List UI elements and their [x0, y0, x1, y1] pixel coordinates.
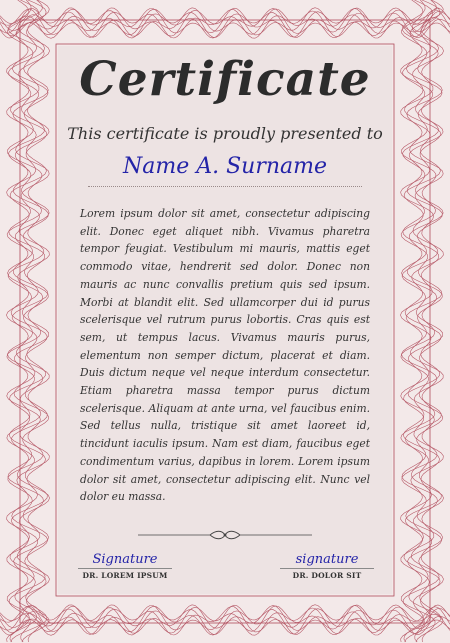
signature-line-right [280, 568, 374, 569]
signature-line-left [78, 568, 172, 569]
signature-script-right: signature [295, 552, 359, 567]
signatory-name-left: DR. LOREM IPSUM [82, 571, 168, 580]
certificate-subtitle: This certificate is proudly presented to [67, 124, 383, 143]
certificate-title: Certificate [79, 52, 371, 107]
recipient-name: Name A. Surname [122, 154, 328, 179]
name-underline [88, 186, 362, 187]
signature-block-right [272, 552, 382, 580]
signatory-name-right: DR. DOLOR SIT [292, 571, 362, 580]
ornamental-divider-icon [138, 529, 312, 541]
signature-script-left: Signature [92, 552, 158, 567]
certificate-body: Lorem ipsum dolor sit amet, consectetur adipiscing elit. Donec eget aliquet nibh. Vivamus pharetra tempor feugiat. Vestibulum mi mauris, mattis eget commodo vitae, hendrerit sed dolor. Donec non mauris ac nunc convallis pretium quis sed ipsum. Morbi at blandit elit. Sed ullamcorper dui id purus scelerisque vel rutrum purus lobortis. Cras quis est sem, ut tempus lacus. Vivamus mauris purus, elementum non semper dictum, placerat et diam. Duis dictum neque vel neque interdum consectetur. Etiam pharetra massa tempor purus dictum scelerisque. Aliquam at ante urna, vel faucibus enim. Sed tellus nulla, tristique sit amet laoreet id, tincidunt iaculis ipsum. Nam est diam, faucibus eget condimentum varius, dapibus in lorem. Lorem ipsum dolor sit amet, consectetur adipiscing elit. Nunc vel dolor eu massa. [80, 207, 370, 504]
signature-block-left [70, 552, 180, 580]
